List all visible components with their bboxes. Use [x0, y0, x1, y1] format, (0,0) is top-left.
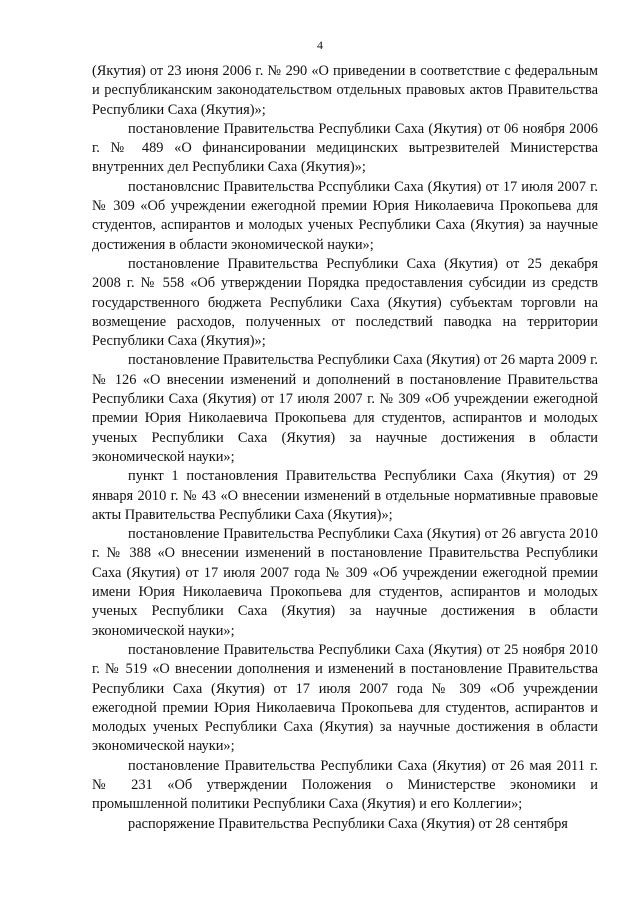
- paragraph-clause-43: пункт 1 постановления Правительства Республики Саха (Якутия) от 29 января 2010 г. № 43 «О внесении изменений в отдельные нормативные правовые акты Правительства Республики Саха (Якутия)»;: [92, 468, 598, 523]
- paragraph-order-september: распоряжение Правительства Республики Саха (Якутия) от 28 сентября: [128, 815, 568, 832]
- paragraph-resolution-309: постановлснис Правительства Рсспублики Саха (Якутия) от 17 июля 2007 г. № 309 «Об учреждении ежегодной премии Юрия Николаевича Прокопьева для студентов, аспирантов и молодых ученых Республики Саха (Якутия) за научные достижения в области экономической науки»;: [92, 178, 598, 253]
- paragraph-resolution-231: постановление Правительства Республики Саха (Якутия) от 26 мая 2011 г. № 231 «Об утверждении Положения о Министерстве экономики и промышленной политики Республики Саха (Якутия) и его Коллегии»;: [92, 757, 598, 813]
- paragraph-resolution-519: постановление Правительства Республики Саха (Якутия) от 25 ноября 2010 г. № 519 «О внесении дополнения и изменений в постановление Правительства Республики Саха (Якутия) от 17 июля 2007 года № 309 «Об учреждении ежегодной премии Юрия Николаевича Прокопьева для студентов, аспирантов и молодых ученых Республики Саха (Якутия) за научные достижения в области экономической науки»;: [92, 641, 598, 755]
- paragraph-resolution-558: постановление Правительства Республики Саха (Якутия) от 25 декабря 2008 г. № 558 «Об утверждении Порядка предоставления субсидии из средств государственного бюджета Республики Саха (Якутия) субъектам торговли на возмещение расходов, полученных от последствий паводка на территории Республики Саха (Якутия)»;: [92, 255, 598, 350]
- document-body: [92, 62, 598, 834]
- paragraph-resolution-126: постановление Правительства Республики Саха (Якутия) от 26 марта 2009 г. № 126 «О внесении изменений и дополнений в постановление Правительства Республики Саха (Якутия) от 17 июля 2007 г. № 309 «Об учреждении ежегодной премии Юрия Николаевича Прокопьева для студентов, аспирантов и молодых ученых Республики Саха (Якутия) за научные достижения в области экономической науки»;: [92, 352, 598, 465]
- paragraph-continuation: (Якутия) от 23 июня 2006 г. № 290 «О приведении в соответствие с федеральным и республиканским законодательством отдельных правовых актов Правительства Республики Саха (Якутия)»;: [92, 63, 598, 118]
- paragraph-resolution-388: постановление Правительства Республики Саха (Якутия) от 26 августа 2010 г. № 388 «О внесении изменений в постановление Правительства Республики Саха (Якутия) от 17 июля 2007 года № 309 «Об учреждении ежегодной премии имени Юрия Николаевича Прокопьева для студентов, аспирантов и молодых ученых Республики Саха (Якутия) за научные достижения в области экономической науки»;: [92, 526, 598, 639]
- page-number: 4: [317, 38, 323, 52]
- paragraph-resolution-489: постановление Правительства Республики Саха (Якутия) от 06 ноября 2006 г. № 489 «О финансировании медицинских вытрезвителей Министерства внутренних дел Республики Саха (Якутия)»;: [92, 120, 598, 176]
